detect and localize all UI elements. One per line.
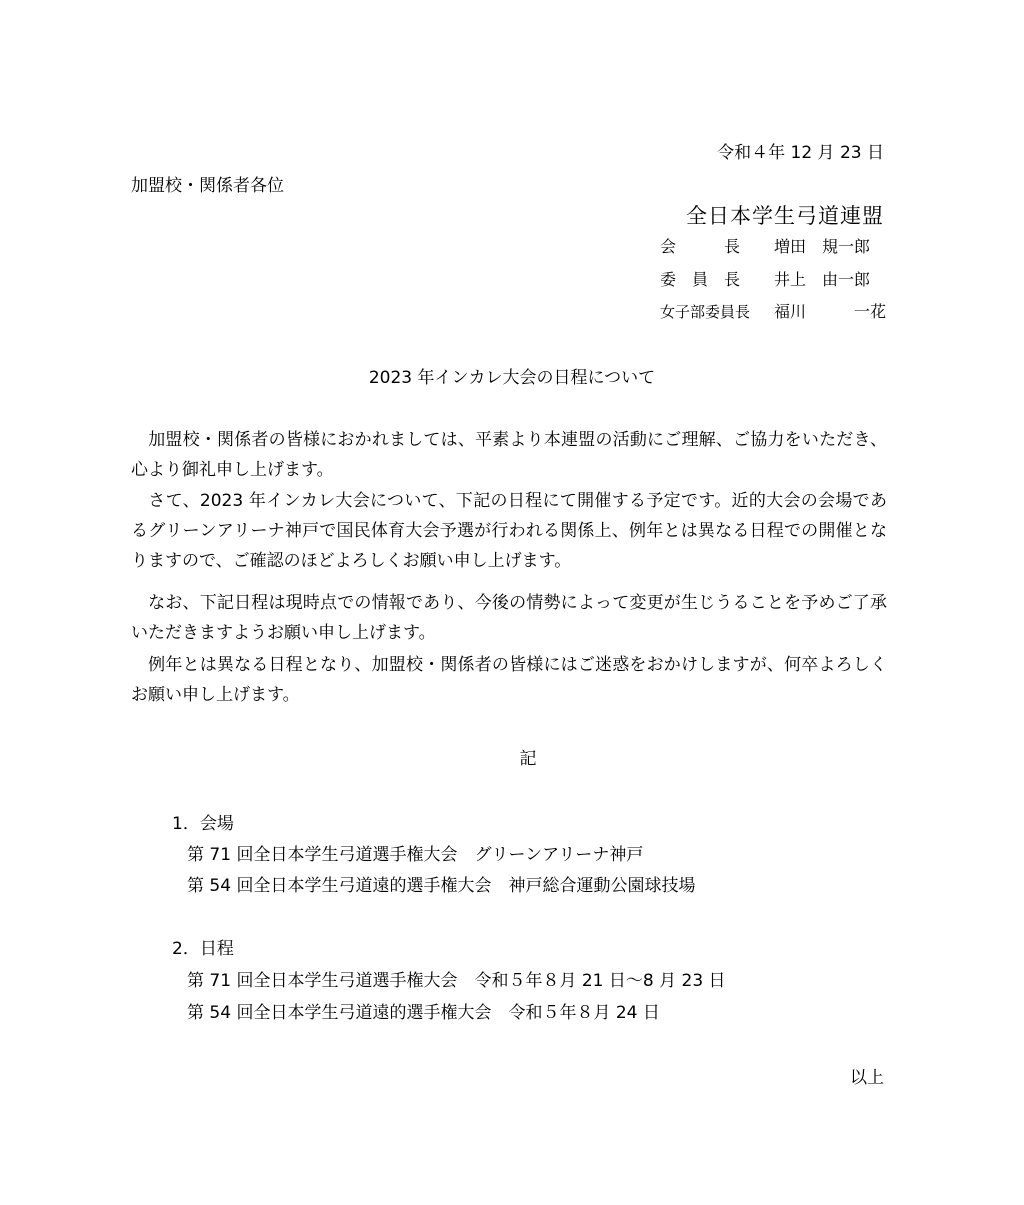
letter-date: 令和４年 12 月 23 日 [717,143,884,163]
event-name: 第 71 回全日本学生弓道選手権大会 [187,971,458,991]
body-paragraph: さて、2023 年インカレ大会について、下記の日程にて開催する予定です。近的大会の会場であるグリーンアリーナ神戸で国民体育大会予選が行われる関係上、例年とは異なる日程での開催となりますので、ご確認のほどよろしくお願い申し上げます。 [131,491,887,571]
item-line [187,843,643,867]
event-name: 第 54 回全日本学生弓道遠的選手権大会 [187,876,492,896]
event-detail: 令和５年８月 21 日〜8 月 23 日 [474,971,726,991]
item-line [187,874,695,898]
signatory-role: 女子部委員長 [660,303,751,321]
signatory-name: 増田 規一郎 [774,237,871,256]
body-paragraph: なお、下記日程は現時点での情報であり、今後の情勢によって変更が生じうることを予めご了承いただきますようお願い申し上げます。 [131,593,887,643]
event-detail: グリーンアリーナ神戸 [474,845,644,865]
signatory-name: 井上 由一郎 [774,270,871,289]
closing-ijo: 以上 [850,1068,884,1088]
event-detail: 神戸総合運動公園球技場 [508,876,696,896]
ki-heading: 記 [519,749,537,769]
event-detail: 令和５年８月 24 日 [508,1003,660,1023]
event-name: 第 54 回全日本学生弓道遠的選手権大会 [187,1003,492,1023]
body-paragraph: 例年とは異なる日程となり、加盟校・関係者の皆様にはご迷惑をおかけしますが、何卒よろしくお願い申し上げます。 [131,655,887,705]
recipient: 加盟校・関係者各位 [131,176,284,196]
item-heading-venue: 1．会場 [172,814,234,834]
signatory-role: 会 長 [660,237,741,256]
sender-organization: 全日本学生弓道連盟 [686,204,884,228]
signatory-name: 福川 一花 [774,302,887,321]
body-paragraph: 加盟校・関係者の皆様におかれましては、平素より本連盟の活動にご理解、ご協力をいただき、心より御礼申し上げます。 [131,430,887,480]
event-name: 第 71 回全日本学生弓道選手権大会 [187,845,458,865]
item-heading-schedule: 2．日程 [172,939,234,959]
item-line [187,1001,660,1025]
letter-title: 2023 年インカレ大会の日程について [368,368,656,388]
signatory-role: 委 員 長 [660,270,741,289]
item-line [187,969,726,993]
